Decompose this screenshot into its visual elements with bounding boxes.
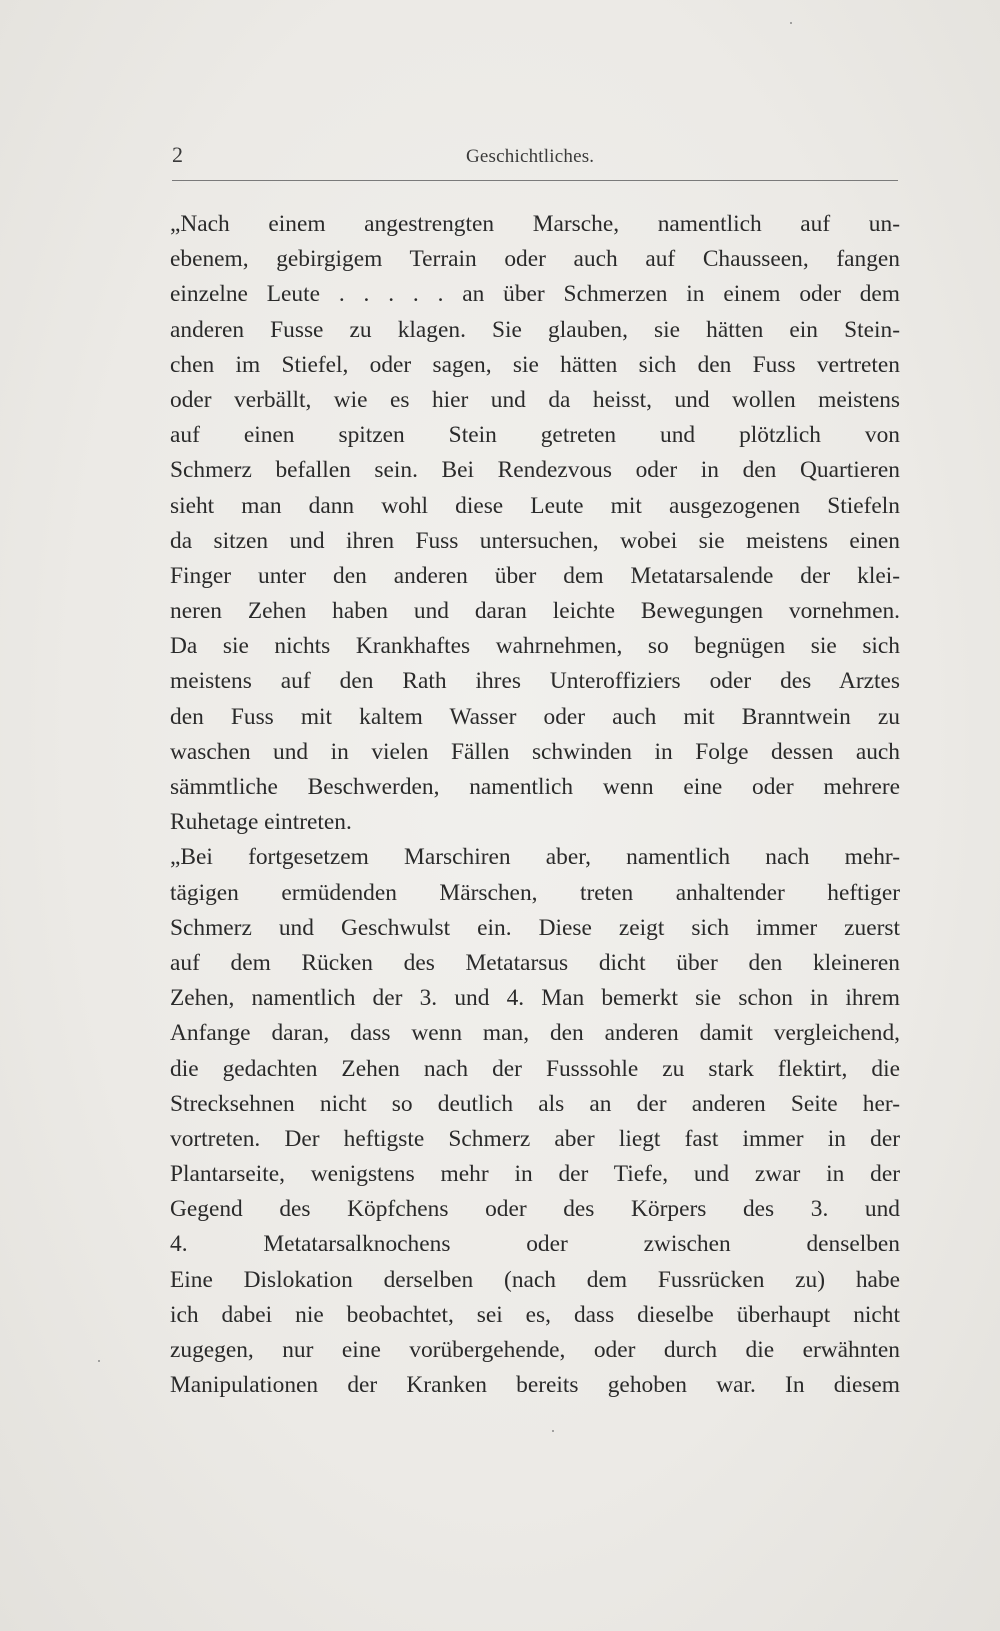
- text-line: sieht man dann wohl diese Leute mit ausgezogenen Stiefeln: [170, 492, 900, 519]
- text-line: da sitzen und ihren Fuss untersuchen, wobei sie meistens einen: [170, 527, 900, 554]
- text-line: die gedachten Zehen nach der Fusssohle zu stark flektirt, die: [170, 1055, 900, 1082]
- text-line: waschen und in vielen Fällen schwinden in Folge dessen auch: [170, 738, 900, 765]
- text-line: auf einen spitzen Stein getreten und plötzlich von: [170, 422, 900, 449]
- text-line: Ruhetage eintreten.: [170, 809, 352, 836]
- text-line: zugegen, nur eine vorübergehende, oder durch die erwähnten: [170, 1337, 900, 1363]
- text-line: oder verbällt, wie es hier und da heisst, und wollen meistens: [170, 386, 900, 413]
- paper-speck: [98, 1360, 100, 1362]
- paper-speck: [790, 22, 792, 24]
- text-line: Plantarseite, wenigstens mehr in der Tiefe, und zwar in der: [170, 1161, 900, 1188]
- page-header: [172, 142, 898, 182]
- text-line: neren Zehen haben und daran leichte Bewegungen vornehmen.: [170, 598, 900, 625]
- text-line: 4. Metatarsalknochens oder zwischen denselben: [170, 1231, 900, 1258]
- text-line: vortreten. Der heftigste Schmerz aber liegt fast immer in der: [170, 1125, 900, 1152]
- text-line: Zehen, namentlich der 3. und 4. Man bemerkt sie schon in ihrem: [170, 985, 900, 1012]
- text-line: Manipulationen der Kranken bereits gehoben war. In diesem: [170, 1372, 900, 1399]
- text-line: ebenem, gebirgigem Terrain oder auch auf Chausseen, fangen: [170, 246, 900, 273]
- text-line: Da sie nichts Krankhaftes wahrnehmen, so begnügen sie sich: [170, 633, 900, 660]
- running-title: Geschichtliches.: [466, 146, 595, 167]
- body-text: [170, 207, 900, 1403]
- text-line: einzelne Leute . . . . . an über Schmerzen in einem oder dem: [170, 281, 900, 308]
- header-rule: [172, 180, 898, 181]
- text-line: auf dem Rücken des Metatarsus dicht über den kleineren: [170, 949, 900, 976]
- page-number: 2: [172, 142, 183, 167]
- text-line: „Bei fortgesetzem Marschiren aber, namentlich nach mehr-: [170, 844, 900, 871]
- paper-speck: [552, 1430, 554, 1432]
- text-line: Gegend des Köpfchens oder des Körpers des 3. und: [170, 1196, 900, 1223]
- text-line: sämmtliche Beschwerden, namentlich wenn eine oder mehrere: [170, 774, 900, 800]
- text-line: tägigen ermüdenden Märschen, treten anhaltender heftiger: [170, 879, 900, 906]
- text-line: Anfange daran, dass wenn man, den anderen damit vergleichend,: [170, 1020, 900, 1047]
- text-line: „Nach einem angestrengten Marsche, namentlich auf un-: [170, 211, 900, 237]
- text-line: den Fuss mit kaltem Wasser oder auch mit Branntwein zu: [170, 703, 900, 730]
- text-line: Schmerz befallen sein. Bei Rendezvous oder in den Quartieren: [170, 457, 900, 484]
- text-line: Finger unter den anderen über dem Metatarsalende der klei-: [170, 562, 900, 589]
- text-line: Strecksehnen nicht so deutlich als an der anderen Seite her-: [170, 1090, 900, 1117]
- text-line: Eine Dislokation derselben (nach dem Fussrücken zu) habe: [170, 1266, 900, 1293]
- text-line: chen im Stiefel, oder sagen, sie hätten sich den Fuss vertreten: [170, 351, 900, 378]
- text-line: ich dabei nie beobachtet, sei es, dass dieselbe überhaupt nicht: [170, 1301, 900, 1328]
- text-line: meistens auf den Rath ihres Unteroffiziers oder des Arztes: [170, 668, 900, 695]
- text-line: anderen Fusse zu klagen. Sie glauben, sie hätten ein Stein-: [170, 316, 900, 343]
- text-line: Schmerz und Geschwulst ein. Diese zeigt sich immer zuerst: [170, 914, 900, 941]
